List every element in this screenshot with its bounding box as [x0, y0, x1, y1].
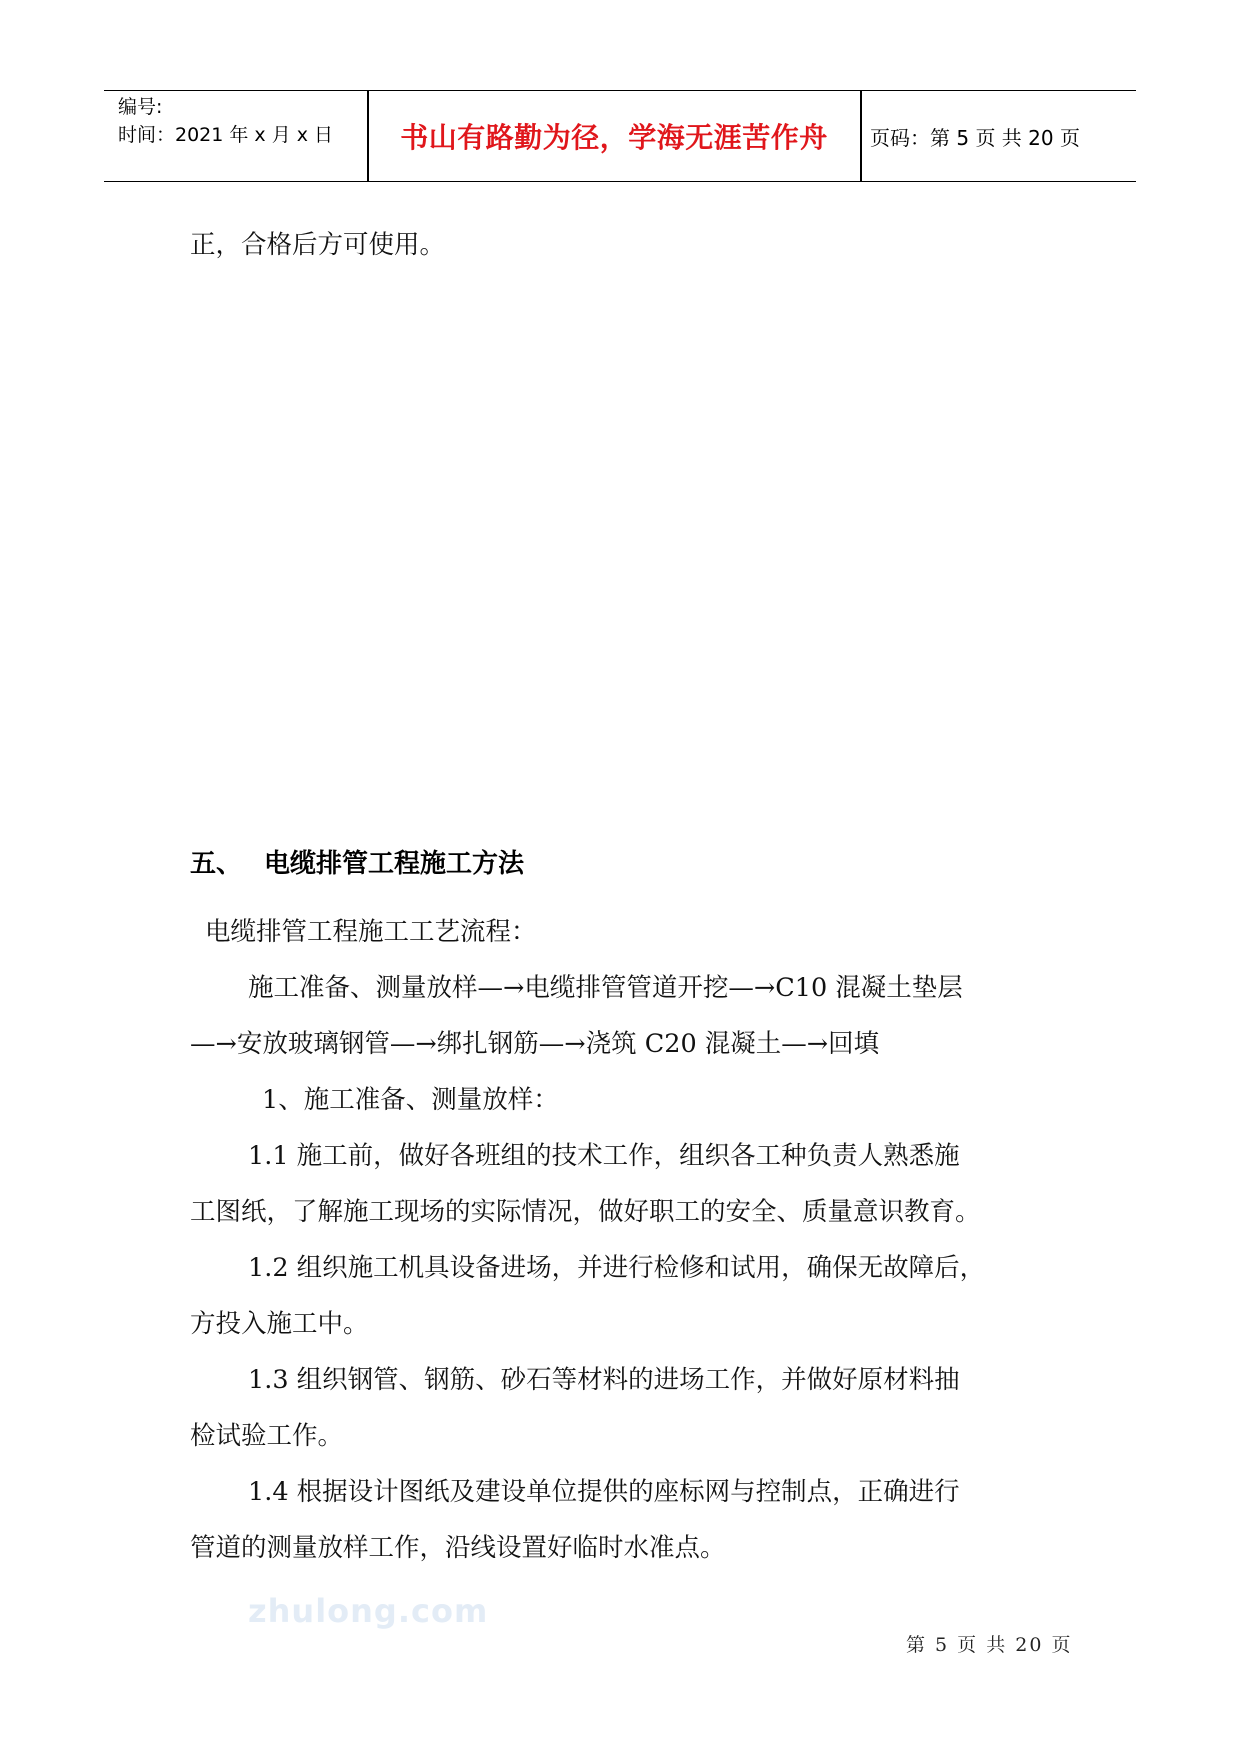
section-title: 电缆排管工程施工方法 [264, 849, 525, 879]
header-meta [118, 93, 333, 149]
document-number-label: 编号: [118, 96, 163, 118]
section-number: 五、 [190, 849, 243, 879]
paragraph-1-1-line-1: 1.1 施工前，做好各班组的技术工作，组织各工种负责人熟悉施 [248, 1141, 960, 1171]
paragraph-1-2-line-2: 方投入施工中。 [190, 1309, 369, 1339]
flow-intro: 电缆排管工程施工工艺流程： [205, 917, 537, 947]
paragraph-1-3-line-1: 1.3 组织钢管、钢筋、砂石等材料的进场工作，并做好原材料抽 [248, 1365, 960, 1395]
header-page-number: 页码：第 5 页 共 20 页 [870, 125, 1080, 150]
watermark-logo: zhulong.com [248, 1592, 489, 1630]
continuation-text: 正，合格后方可使用。 [190, 230, 446, 260]
paragraph-1-1-line-2: 工图纸，了解施工现场的实际情况，做好职工的安全、质量意识教育。 [190, 1197, 981, 1227]
page-header [104, 90, 1136, 182]
document-time-label: 时间：2021 年 x 月 x 日 [118, 124, 334, 146]
header-divider-right [860, 91, 862, 181]
flow-line-2: —→安放玻璃钢管—→绑扎钢筋—→浇筑 C20 混凝土—→回填 [190, 1029, 880, 1059]
subsection-1-title: 1、施工准备、测量放样： [262, 1085, 559, 1115]
paragraph-1-4-line-2: 管道的测量放样工作，沿线设置好临时水准点。 [190, 1533, 726, 1563]
section-heading [190, 846, 524, 882]
page-footer: 第 5 页 共 20 页 [906, 1634, 1073, 1656]
paragraph-1-2-line-1: 1.2 组织施工机具设备进场，并进行检修和试用，确保无故障后， [248, 1253, 986, 1283]
paragraph-1-4-line-1: 1.4 根据设计图纸及建设单位提供的座标网与控制点，正确进行 [248, 1477, 960, 1507]
paragraph-1-3-line-2: 检试验工作。 [190, 1421, 344, 1451]
flow-line-1: 施工准备、测量放样—→电缆排管管道开挖—→C10 混凝土垫层 [248, 973, 963, 1003]
header-motto: 书山有路勤为径，学海无涯苦作舟 [400, 121, 828, 154]
